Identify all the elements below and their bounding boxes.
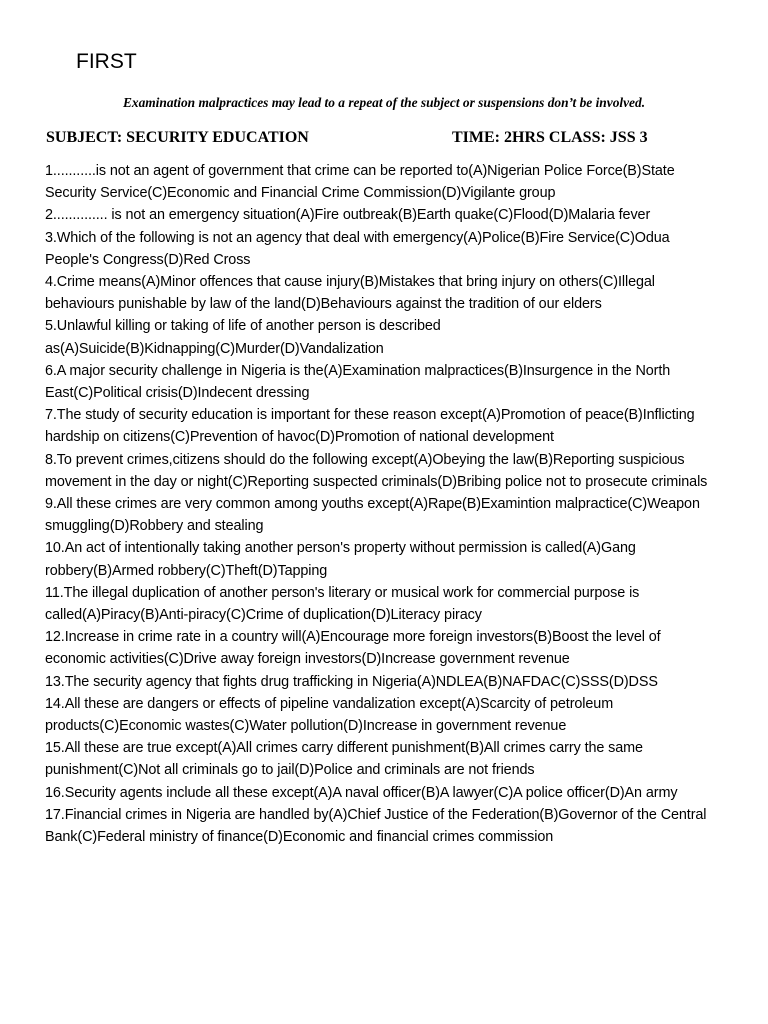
question-17: 17.Financial crimes in Nigeria are handled by(A)Chief Justice of the Federation(B)Governor of the Central Bank(C)Federal ministry of finance(D)Economic and financial crimes commission [45, 806, 707, 846]
question-14: 14.All these are dangers or effects of pipeline vandalization except(A)Scarcity of petroleum products(C)Economic wastes(C)Water pollution(D)Increase in government revenue [45, 695, 614, 735]
subject-label: SUBJECT: SECURITY EDUCATION [46, 129, 309, 146]
question-1: 1...........is not an agent of government that crime can be reported to(A)Nigerian Police Force(B)State Security Service(C)Economic and Financial Crime Commission(D)Vigilante group [45, 163, 675, 202]
time-class-label: TIME: 2HRS CLASS: JSS 3 [452, 129, 648, 146]
question-16: 16.Security agents include all these except(A)A naval officer(B)A lawyer(C)A police officer(D)An army [45, 784, 678, 801]
question-11: 11.The illegal duplication of another person's literary or musical work for commercial purpose is called(A)Piracy(B)Anti-piracy(C)Crime of duplication(D)Literacy piracy [45, 584, 640, 624]
question-10: 10.An act of intentionally taking another person's property without permission is called(A)Gang robbery(B)Armed robbery(C)Theft(D)Tapping [45, 540, 636, 579]
question-15: 15.All these are true except(A)All crimes carry different punishment(B)All crimes carry the same punishment(C)Not all criminals go to jail(D)Police and criminals are not friends [45, 740, 643, 779]
question-3: 3.Which of the following is not an agency that deal with emergency(A)Police(B)Fire Service(C)Odua People's Congress(D)Red Cross [45, 229, 670, 268]
question-8: 8.To prevent crimes,citizens should do the following except(A)Obeying the law(B)Reporting suspicious movement in the day or night(C)Reporting suspected criminals(D)Bribing police not to prosecute criminals [45, 451, 708, 490]
question-12: 12.Increase in crime rate in a country will(A)Encourage more foreign investors(B)Boost the level of economic activities(C)Drive away foreign investors(D)Increase government revenue [45, 629, 661, 668]
question-list [45, 160, 723, 848]
question-6: 6.A major security challenge in Nigeria is the(A)Examination malpractices(B)Insurgence in the North East(C)Political crisis(D)Indecent dressing [45, 362, 671, 402]
question-13: 13.The security agency that fights drug trafficking in Nigeria(A)NDLEA(B)NAFDAC(C)SSS(D)DSS [45, 673, 658, 690]
question-5: 5.Unlawful killing or taking of life of another person is described as(A)Suicide(B)Kidnapping(C)Murder(D)Vandalization [45, 318, 441, 357]
question-9: 9.All these crimes are very common among youths except(A)Rape(B)Examintion malpractice(C)Weapon smuggling(D)Robbery and stealing [45, 496, 700, 535]
term-heading: FIRST [76, 50, 137, 73]
question-7: 7.The study of security education is important for these reason except(A)Promotion of peace(B)Inflicting hardship on citizens(C)Prevention of havoc(D)Promotion of national development [45, 407, 695, 446]
question-2: 2.............. is not an emergency situation(A)Fire outbreak(B)Earth quake(C)Flood(D)Malaria fever [45, 207, 651, 224]
subject-header [46, 129, 746, 147]
question-4: 4.Crime means(A)Minor offences that cause injury(B)Mistakes that bring injury on others(C)Illegal behaviours punishable by law of the land(D)Behaviours against the tradition of our elders [45, 274, 655, 313]
exam-notice: Examination malpractices may lead to a repeat of the subject or suspensions don’t be involved. [122, 95, 646, 110]
